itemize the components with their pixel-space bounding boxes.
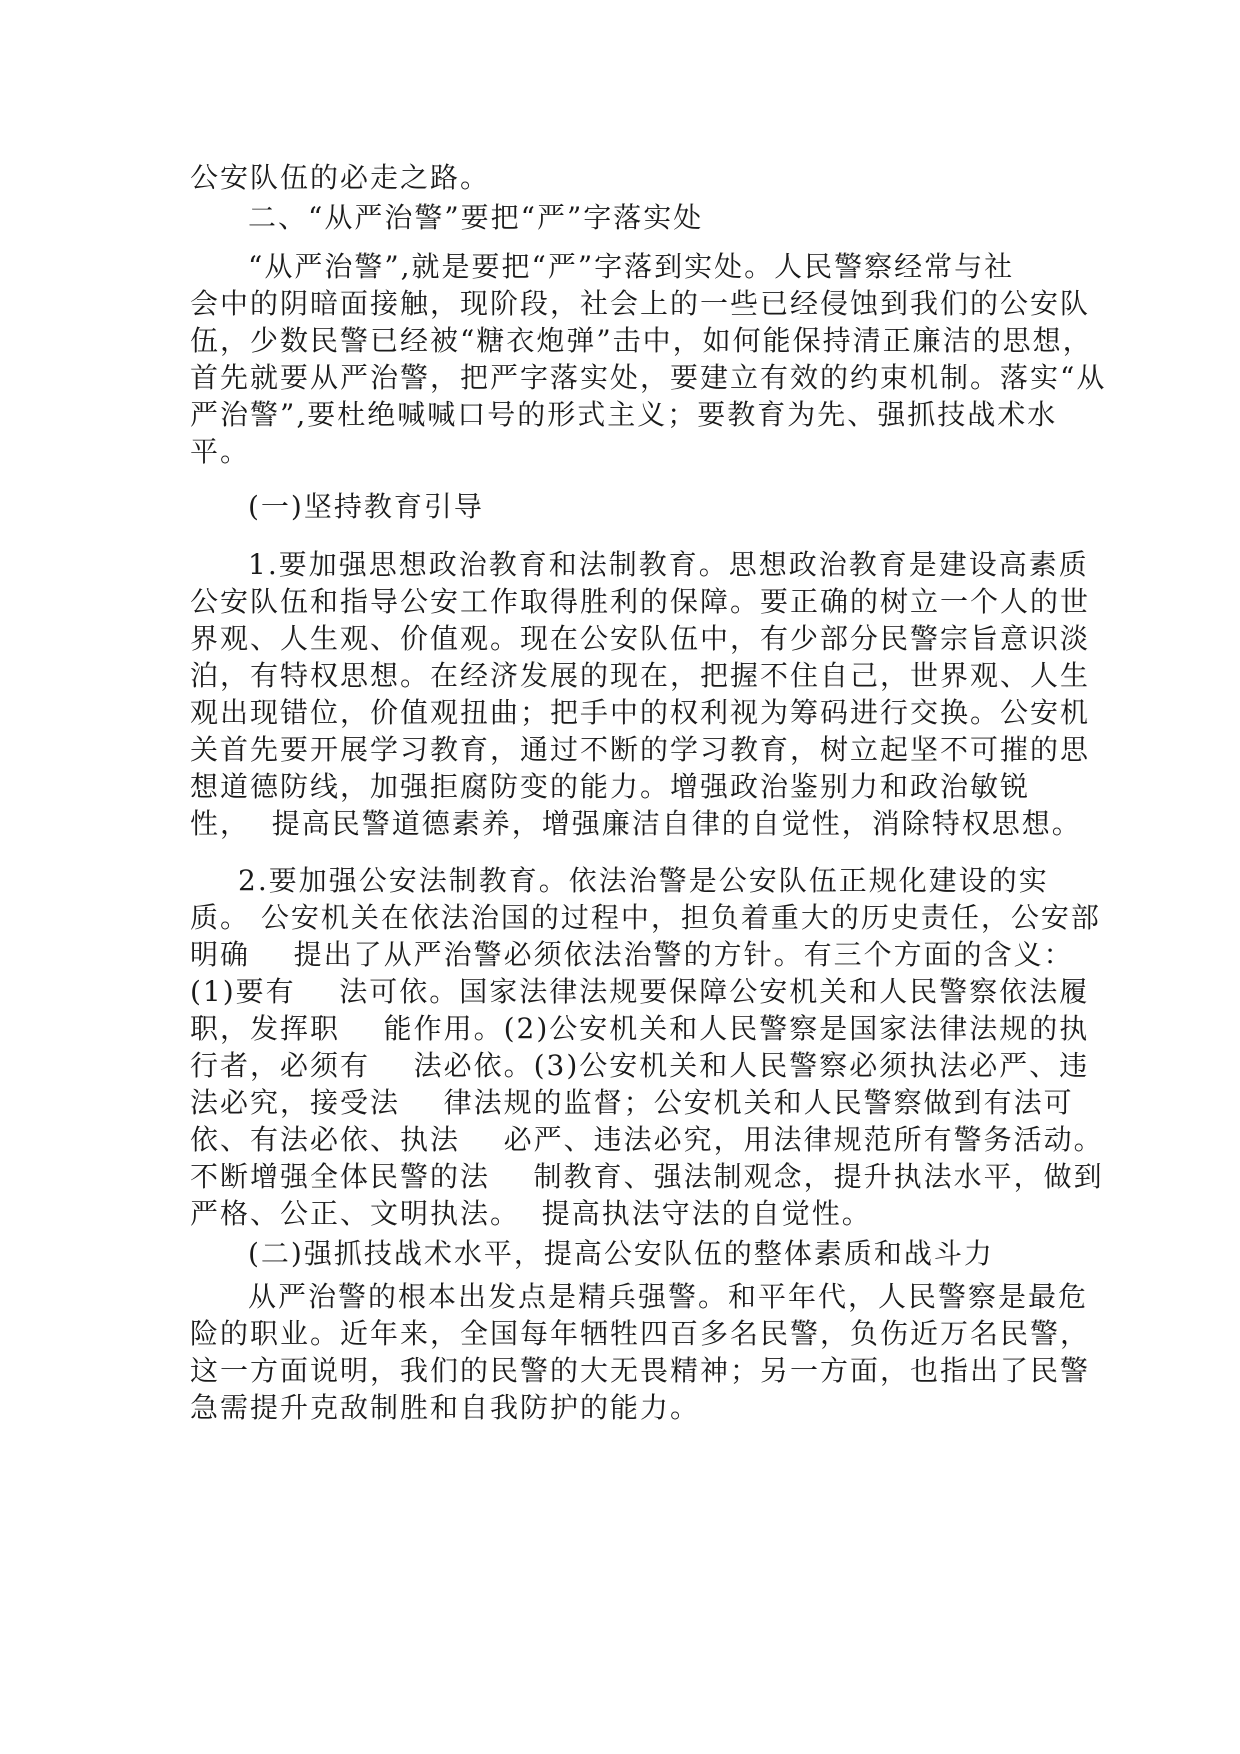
- text-line: 首先就要从严治警，把严字落实处，要建立有效的约束机制。落实“从: [190, 361, 1107, 394]
- subsection-heading: (二)强抓技战术水平，提高公安队伍的整体素质和战斗力: [248, 1237, 994, 1270]
- text-line: 会中的阴暗面接触，现阶段，社会上的一些已经侵蚀到我们的公安队: [190, 287, 1091, 320]
- text-line: (1)要有 法可依。国家法律法规要保障公安机关和人民警察依法履: [190, 975, 1090, 1008]
- text-line: 平。: [190, 435, 251, 468]
- text-line: 这一方面说明，我们的民警的大无畏精神；另一方面，也指出了民警: [190, 1354, 1091, 1387]
- text-line: 2.要加强公安法制教育。依法治警是公安队伍正规化建设的实: [238, 864, 1049, 897]
- text-line: “从严治警”,就是要把“严”字落到实处。人民警察经常与社: [248, 250, 1015, 283]
- text-line: 明确 提出了从严治警必须依法治警的方针。有三个方面的含义：: [190, 938, 1074, 971]
- text-line: 1.要加强思想政治教育和法制教育。思想政治教育是建设高素质: [248, 548, 1089, 581]
- text-line: 性， 提高民警道德素养，增强廉洁自律的自觉性，消除特权思想。: [190, 807, 1082, 840]
- text-line: 关首先要开展学习教育，通过不断的学习教育，树立起坚不可摧的思: [190, 733, 1091, 766]
- text-line: 职，发挥职 能作用。(2)公安机关和人民警察是国家法律法规的执: [190, 1012, 1090, 1045]
- text-line: 行者，必须有 法必依。(3)公安机关和人民警察必须执法必严、违: [190, 1049, 1090, 1082]
- text-line: 险的职业。近年来，全国每年牺牲四百多名民警，负伤近万名民警，: [190, 1317, 1091, 1350]
- text-line: 依、有法必依、执法 必严、违法必究，用法律规范所有警务活动。: [190, 1123, 1104, 1156]
- text-line: 公安队伍的必走之路。: [190, 161, 491, 194]
- text-line: 观出现错位，价值观扭曲；把手中的权利视为筹码进行交换。公安机: [190, 696, 1091, 729]
- subsection-heading: (一)坚持教育引导: [248, 490, 484, 523]
- text-line: 法必究，接受法 律法规的监督；公安机关和人民警察做到有法可: [190, 1086, 1074, 1119]
- text-line: 不断增强全体民警的法 制教育、强法制观念，提升执法水平，做到: [190, 1160, 1104, 1193]
- text-line: 严格、公正、文明执法。 提高执法守法的自觉性。: [190, 1197, 872, 1230]
- text-line: 伍，少数民警已经被“糖衣炮弹”击中，如何能保持清正廉洁的思想，: [190, 324, 1093, 357]
- text-line: 质。 公安机关在依法治国的过程中，担负着重大的历史责任，公安部: [190, 901, 1101, 934]
- text-line: 泊，有特权思想。在经济发展的现在，把握不住自己，世界观、人生: [190, 659, 1091, 692]
- text-line: 严治警”,要杜绝喊喊口号的形式主义；要教育为先、强抓技战术水: [190, 398, 1058, 431]
- text-line: 从严治警的根本出发点是精兵强警。和平年代，人民警察是最危: [248, 1280, 1089, 1313]
- text-line: 想道德防线，加强拒腐防变的能力。增强政治鉴别力和政治敏锐: [190, 770, 1031, 803]
- section-heading: 二、“从严治警”要把“严”字落实处: [248, 201, 704, 234]
- text-line: 急需提升克敌制胜和自我防护的能力。: [190, 1391, 701, 1424]
- text-line: 公安队伍和指导公安工作取得胜利的保障。要正确的树立一个人的世: [190, 585, 1091, 618]
- text-line: 界观、人生观、价值观。现在公安队伍中，有少部分民警宗旨意识淡: [190, 622, 1091, 655]
